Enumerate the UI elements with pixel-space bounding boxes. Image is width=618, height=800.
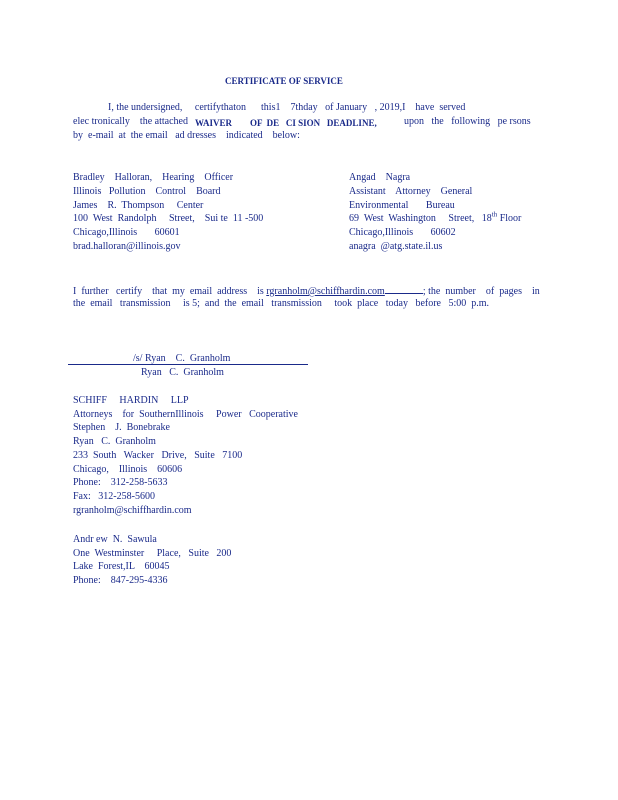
recipient-name: Angad Nagra	[349, 172, 411, 183]
recipient-street	[349, 210, 522, 225]
recipient-org: Illinois Pollution Control Board	[73, 186, 221, 197]
firm-phone: Phone: 312-258-5633	[73, 477, 168, 488]
contact-name: Andr ew N. Sawula	[73, 534, 157, 545]
firm-name: SCHIFF HARDIN LLP	[73, 395, 189, 406]
firm-role: Attorneys for SouthernIllinois Power Cooperative	[73, 409, 298, 420]
electronic-signature: /s/ Ryan C. Granholm	[133, 353, 231, 364]
recipient-street-floor: Floor	[497, 213, 522, 224]
intro-line-2-start: elec tronically the attached	[73, 116, 188, 127]
intro-line-1: I, the undersigned, certifythaton this1 7thday of January , 2019,I have served	[108, 102, 466, 113]
printed-name: Ryan C. Granholm	[141, 367, 224, 378]
recipient-city: Chicago,Illinois 60601	[73, 227, 180, 238]
recipient-building: Environmental Bureau	[349, 200, 455, 211]
waiver-document-title: WAIVER OF DE CI SION DEADLINE,	[195, 118, 377, 128]
recipient-name: Bradley Halloran, Hearing Officer	[73, 172, 234, 183]
recipient-building: James R. Thompson Center	[73, 200, 204, 211]
recipient-city: Chicago,Illinois 60602	[349, 227, 456, 238]
signature-line	[68, 364, 308, 365]
firm-city: Chicago, Illinois 60606	[73, 464, 183, 475]
recipient-org: Assistant Attorney General	[349, 186, 473, 197]
intro-line-2-end: upon the following pe rsons	[404, 116, 531, 127]
intro-line-3: by e-mail at the email ad dresses indicated below:	[73, 130, 300, 141]
recipient-street: 100 West Randolph Street, Sui te 11 -500	[73, 213, 264, 224]
further-certify-line-2: the email transmission is 5; and the email transmission took place today before 5:00 p.m.	[73, 298, 490, 309]
firm-fax: Fax: 312-258-5600	[73, 491, 155, 502]
contact-city: Lake Forest,IL 60045	[73, 561, 170, 572]
recipient-email[interactable]: anagra @atg.state.il.us	[349, 241, 443, 252]
floor-superscript: th	[491, 210, 498, 219]
sender-email-link[interactable]: rgranholm@schiffhardin.com	[266, 286, 385, 297]
underline-padding	[385, 284, 423, 294]
further-certify-line-1	[73, 284, 540, 298]
attorney-name: Ryan C. Granholm	[73, 436, 156, 447]
document-title: CERTIFICATE OF SERVICE	[225, 76, 343, 86]
recipient-email[interactable]: brad.halloran@illinois.gov	[73, 241, 181, 252]
contact-building: One Westminster Place, Suite 200	[73, 548, 232, 559]
further-certify-pages: ; the number of pages in	[422, 286, 540, 297]
further-certify-text: I further certify that my email address is	[73, 286, 267, 297]
recipient-street-main: 69 West Washington Street, 18	[349, 213, 492, 224]
attorney-name: Stephen J. Bonebrake	[73, 422, 170, 433]
firm-street: 233 South Wacker Drive, Suite 7100	[73, 450, 243, 461]
contact-phone: Phone: 847-295-4336	[73, 575, 168, 586]
firm-email[interactable]: rgranholm@schiffhardin.com	[73, 505, 192, 516]
